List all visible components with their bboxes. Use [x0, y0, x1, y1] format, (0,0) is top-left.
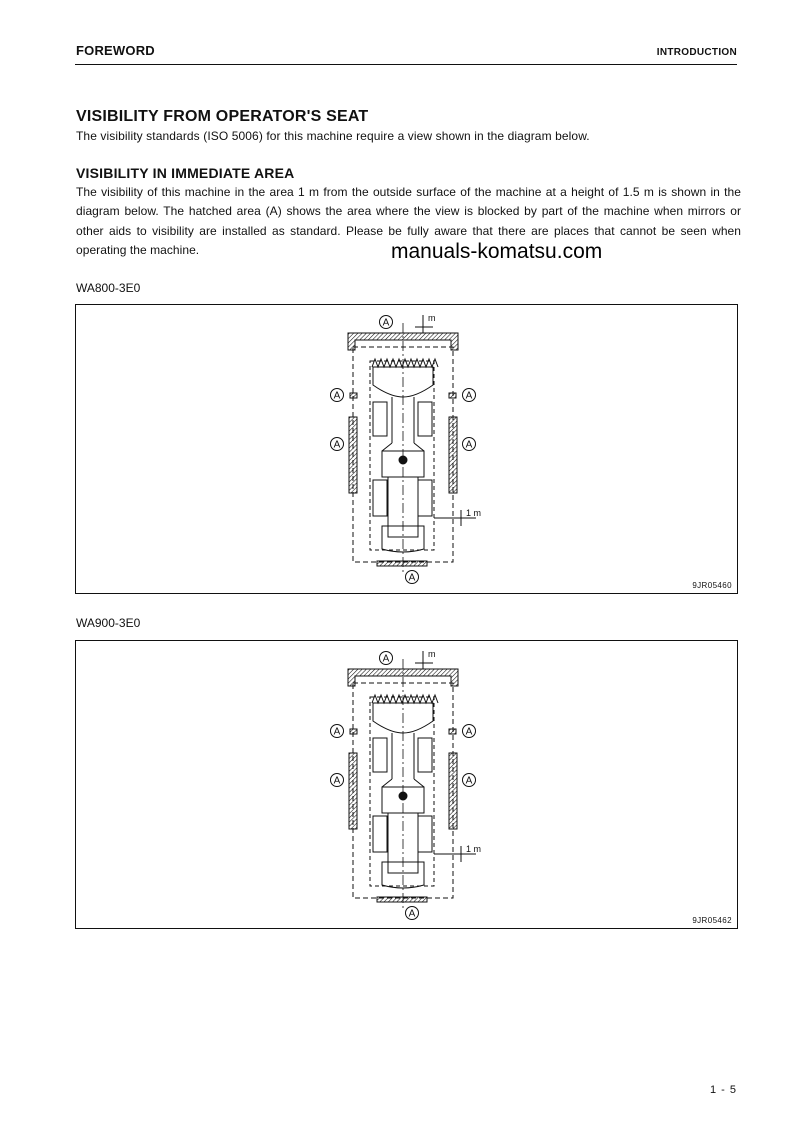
page-number: 1 - 5 — [709, 1084, 737, 1096]
wheel-rear-right — [418, 480, 432, 516]
wheel-rear-left — [373, 480, 387, 516]
area-a-label: A — [408, 572, 416, 584]
visibility-diagram — [76, 305, 737, 593]
machine-diagram — [348, 651, 476, 909]
figure-model-label: WA900-3E0 — [76, 616, 141, 630]
bucket-teeth — [372, 359, 438, 367]
wheel-rear-right — [418, 816, 432, 852]
wheel-front-left — [373, 738, 387, 772]
figure-code: 9JR05460 — [692, 581, 732, 590]
dimension-label: m — [428, 313, 436, 323]
area-a-label: A — [333, 775, 341, 787]
header-chapter-title: INTRODUCTION — [656, 47, 737, 58]
machine-diagram — [348, 315, 476, 573]
dimension-label: 1 m — [466, 844, 482, 854]
header-rule — [75, 64, 737, 65]
paragraph-visibility-standards: The visibility standards (ISO 5006) for this machine require a view shown in the diagram below. — [76, 129, 590, 143]
dimension-label: m — [428, 649, 436, 659]
visibility-diagram — [76, 641, 737, 928]
area-a-label: A — [333, 726, 341, 738]
area-a-label: A — [408, 908, 416, 920]
area-a-label: A — [465, 439, 473, 451]
area-a-label: A — [382, 317, 390, 329]
wheel-front-right — [418, 738, 432, 772]
figure-model-label: WA800-3E0 — [76, 281, 141, 295]
area-a-label: A — [465, 775, 473, 787]
watermark: manuals-komatsu.com — [391, 240, 603, 263]
wheel-front-left — [373, 402, 387, 436]
operator-eye-point — [399, 456, 407, 464]
wheel-front-right — [418, 402, 432, 436]
paragraph-immediate-area: The visibility of this machine in the area 1 m from the outside surface of the machine at a height of 1.5 m is shown in the diagram below. The hatched area (A) shows the area where the view is blocked by part of the machine when mirrors or other aids to visibility are installed as standard. Please be fully aware that there are places that cannot be seen when operating the machine. — [76, 185, 741, 257]
heading-visibility-operator-seat: VISIBILITY FROM OPERATOR'S SEAT — [76, 108, 369, 125]
area-a-label: A — [333, 390, 341, 402]
area-a-label: A — [333, 439, 341, 451]
visibility-diagram-figure — [75, 640, 738, 929]
figure-code: 9JR05462 — [692, 916, 732, 925]
operator-eye-point — [399, 792, 407, 800]
visibility-diagram-figure — [75, 304, 738, 594]
heading-visibility-immediate-area: VISIBILITY IN IMMEDIATE AREA — [76, 165, 295, 181]
wheel-rear-left — [373, 816, 387, 852]
area-a-label: A — [465, 390, 473, 402]
area-a-label: A — [382, 653, 390, 665]
dimension-label: 1 m — [466, 508, 482, 518]
bucket-teeth — [372, 695, 438, 703]
area-a-label: A — [465, 726, 473, 738]
header-section-title: FOREWORD — [76, 43, 155, 58]
